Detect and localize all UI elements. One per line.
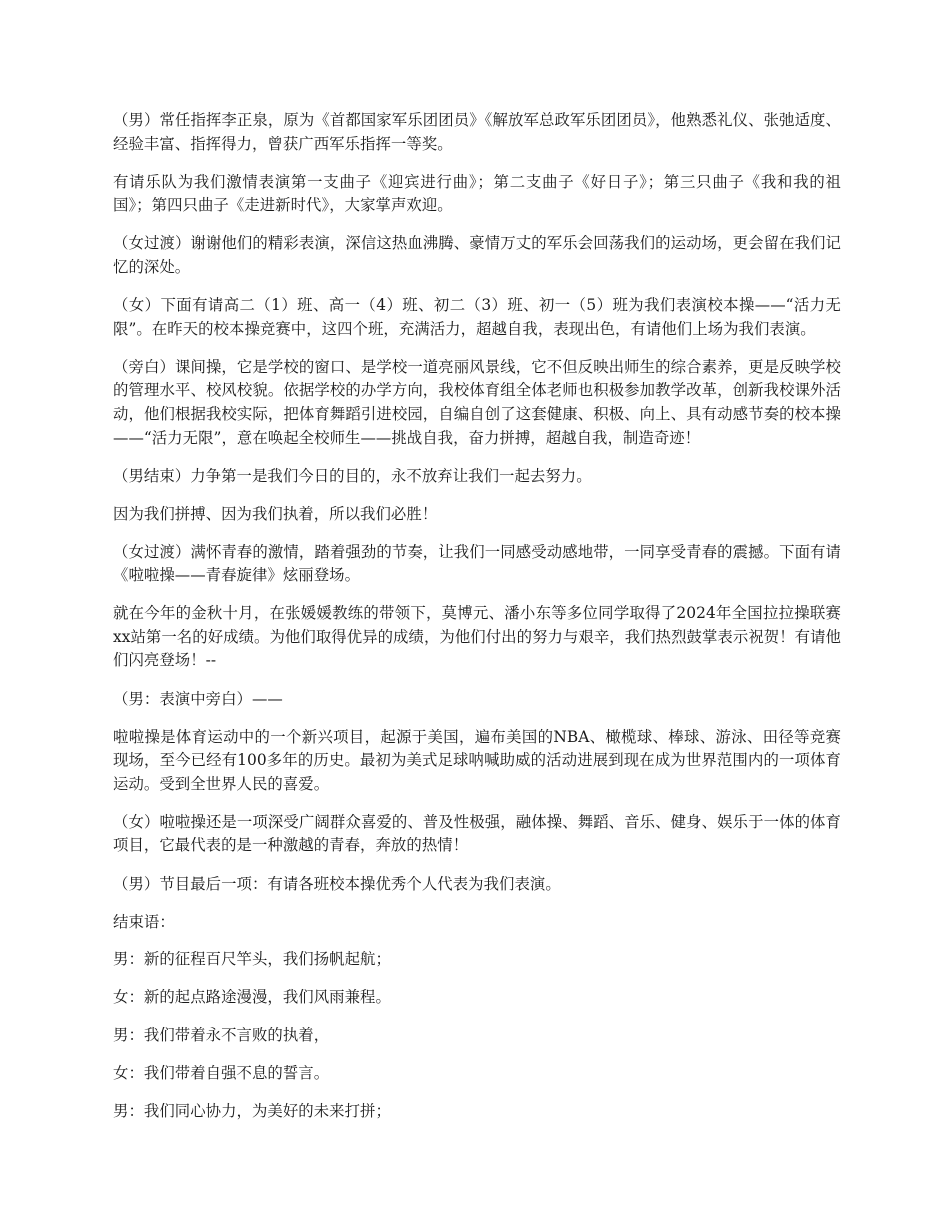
paragraph-male-narration-label: （男：表演中旁白）——: [113, 689, 283, 708]
paragraph-closing-line-3: 男：我们带着永不言败的执着，: [113, 1026, 330, 1045]
document-body: [113, 109, 841, 1138]
paragraph-final-program: （男）节目最后一项：有请各班校本操优秀个人代表为我们表演。: [113, 874, 561, 893]
paragraph-cheer-achievement: 就在今年的金秋十月，在张媛媛教练的带领下，莫博元、潘小东等多位同学取得了2024年全国拉拉操联赛xx站第一名的好成绩。为他们取得优异的成绩，为他们付出的努力与艰辛，我们热烈鼓掌表示祝贺！有请他们闪亮登场！--: [113, 604, 841, 670]
paragraph-closing-line-4: 女：我们带着自强不息的誓言。: [113, 1064, 330, 1083]
paragraph-male-closing: （男结束）力争第一是我们今日的目的，永不放弃让我们一起去努力。: [113, 466, 592, 485]
paragraph-closing-line-1: 男：新的征程百尺竿头，我们扬帆起航；: [113, 950, 391, 969]
paragraph-band-songs: 有请乐队为我们激情表演第一支曲子《迎宾进行曲》；第二支曲子《好日子》；第三只曲子《我和我的祖国》；第四只曲子《走进新时代》，大家掌声欢迎。: [113, 172, 841, 215]
paragraph-conductor-intro: （男）常任指挥李正泉，原为《首都国家军乐团团员》《解放军总政军乐团团员》，他熟悉礼仪、张弛适度、经验丰富、指挥得力，曾获广西军乐指挥一等奖。: [113, 111, 841, 153]
paragraph-we-will-win: 因为我们拼搏、因为我们执着，所以我们必胜！: [113, 504, 438, 523]
paragraph-closing-line-5: 男：我们同心协力，为美好的未来打拼；: [113, 1102, 391, 1121]
paragraph-narration-exercise: （旁白）课间操，它是学校的窗口、是学校一道亮丽风景线，它不但反映出师生的综合素养，更是反映学校的管理水平、校风校貌。依据学校的办学方向，我校体育组全体老师也积极参加教学改革，创新我校课外活动，他们根据我校实际，把体育舞蹈引进校园，自编自创了这套健康、积极、向上、具有动感节奏的校本操——“活力无限”，意在唤起全校师生——挑战自我，奋力拼搏，超越自我，制造奇迹！: [113, 357, 841, 447]
paragraph-female-transition-1: （女过渡）谢谢他们的精彩表演，深信这热血沸腾、豪情万丈的军乐会回荡我们的运动场，更会留在我们记忆的深处。: [113, 234, 841, 276]
paragraph-closing-line-2: 女：新的起点路途漫漫，我们风雨兼程。: [113, 988, 391, 1007]
paragraph-cheerleading-popularity: （女）啦啦操还是一项深受广阔群众喜爱的、普及性极强，融体操、舞蹈、音乐、健身、娱乐于一体的体育项目，它最代表的是一种激越的青春，奔放的热情！: [113, 812, 841, 855]
paragraph-closing-heading: 结束语：: [113, 912, 175, 931]
paragraph-cheerleading-history: 啦啦操是体育运动中的一个新兴项目，起源于美国，遍布美国的NBA、橄榄球、棒球、游泳、田径等竞赛现场，至今已经有100多年的历史。最初为美式足球呐喊助威的活动进展到现在成为世界范围内的一项体育运动。受到全世界人民的喜爱。: [113, 727, 841, 793]
paragraph-school-exercise-intro: （女）下面有请高二（1）班、高一（4）班、初二（3）班、初一（5）班为我们表演校本操——“活力无限”。在昨天的校本操竞赛中，这四个班，充满活力，超越自我，表现出色，有请他们上场为我们表演。: [113, 296, 841, 338]
paragraph-female-transition-2: （女过渡）满怀青春的激情，踏着强劲的节奏，让我们一同感受动感地带，一同享受青春的震撼。下面有请《啦啦操——青春旋律》炫丽登场。: [113, 542, 841, 585]
